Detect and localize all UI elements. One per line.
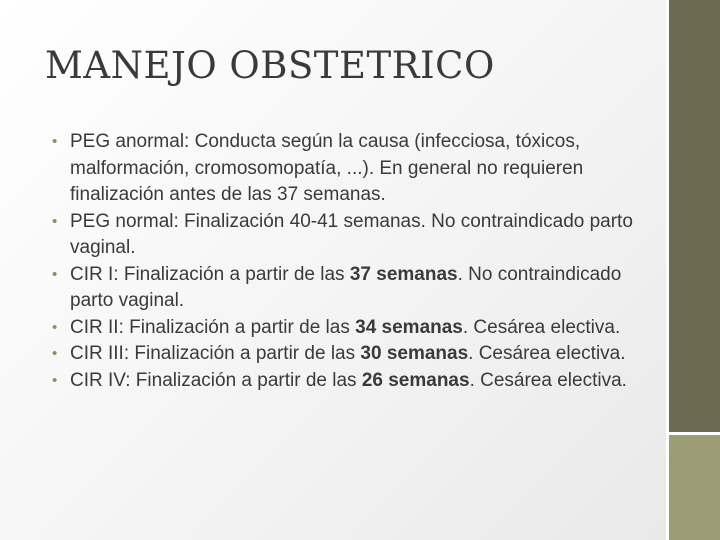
bullet-item bbox=[52, 262, 637, 315]
bullet-emphasis: 34 semanas bbox=[355, 316, 463, 338]
bullet-label: PEG normal bbox=[70, 210, 174, 232]
bullet-icon: • bbox=[52, 265, 58, 283]
bullet-text: : Finalización a partir de las bbox=[113, 263, 350, 285]
bullet-label: PEG anormal bbox=[70, 131, 185, 152]
bullet-text: : Conducta según la causa (infecciosa, tóxicos, malformación, cromosomopatía, ...). En general no requieren finalización antes de las 37 semanas. bbox=[70, 131, 584, 205]
bullet-item bbox=[52, 209, 637, 262]
bullet-text-end: . Cesárea electiva. bbox=[468, 343, 626, 364]
bullet-icon: • bbox=[52, 345, 58, 362]
bullet-list bbox=[52, 129, 637, 394]
bullet-text-end: . Cesárea electiva. bbox=[469, 369, 627, 391]
slide-title: MANEJO OBSTETRICO bbox=[45, 44, 495, 87]
bullet-label: CIR II bbox=[70, 316, 119, 338]
bullet-item bbox=[52, 341, 637, 368]
bullet-icon: • bbox=[52, 371, 58, 389]
bullet-label: CIR I bbox=[70, 263, 114, 285]
bullet-emphasis: 26 semanas bbox=[361, 369, 470, 391]
bullet-icon: • bbox=[52, 318, 58, 336]
bullet-emphasis: 30 semanas bbox=[360, 343, 469, 364]
bullet-text: : Finalización 40-41 semanas. No contraindicado parto vaginal. bbox=[70, 210, 633, 258]
bullet-label: CIR III bbox=[70, 343, 124, 364]
bullet-item bbox=[52, 368, 637, 395]
bullet-emphasis: 37 semanas bbox=[349, 263, 458, 285]
bullet-text: : Finalización a partir de las bbox=[118, 316, 356, 338]
sidebar-light-band bbox=[669, 435, 720, 540]
bullet-text-end: . No contraindicado parto vaginal. bbox=[70, 263, 622, 311]
bullet-text-end: . Cesárea electiva. bbox=[462, 316, 621, 338]
bullet-label: CIR IV bbox=[70, 369, 126, 391]
bullet-text: : Finalización a partir de las bbox=[125, 369, 362, 391]
bullet-item bbox=[52, 315, 637, 342]
bullet-text: : Finalización a partir de las bbox=[123, 343, 361, 364]
decorative-sidebar bbox=[666, 0, 720, 540]
bullet-icon: • bbox=[52, 212, 58, 230]
bullet-icon: • bbox=[52, 133, 58, 150]
bullet-item bbox=[52, 129, 637, 209]
sidebar-dark-band bbox=[669, 0, 720, 432]
